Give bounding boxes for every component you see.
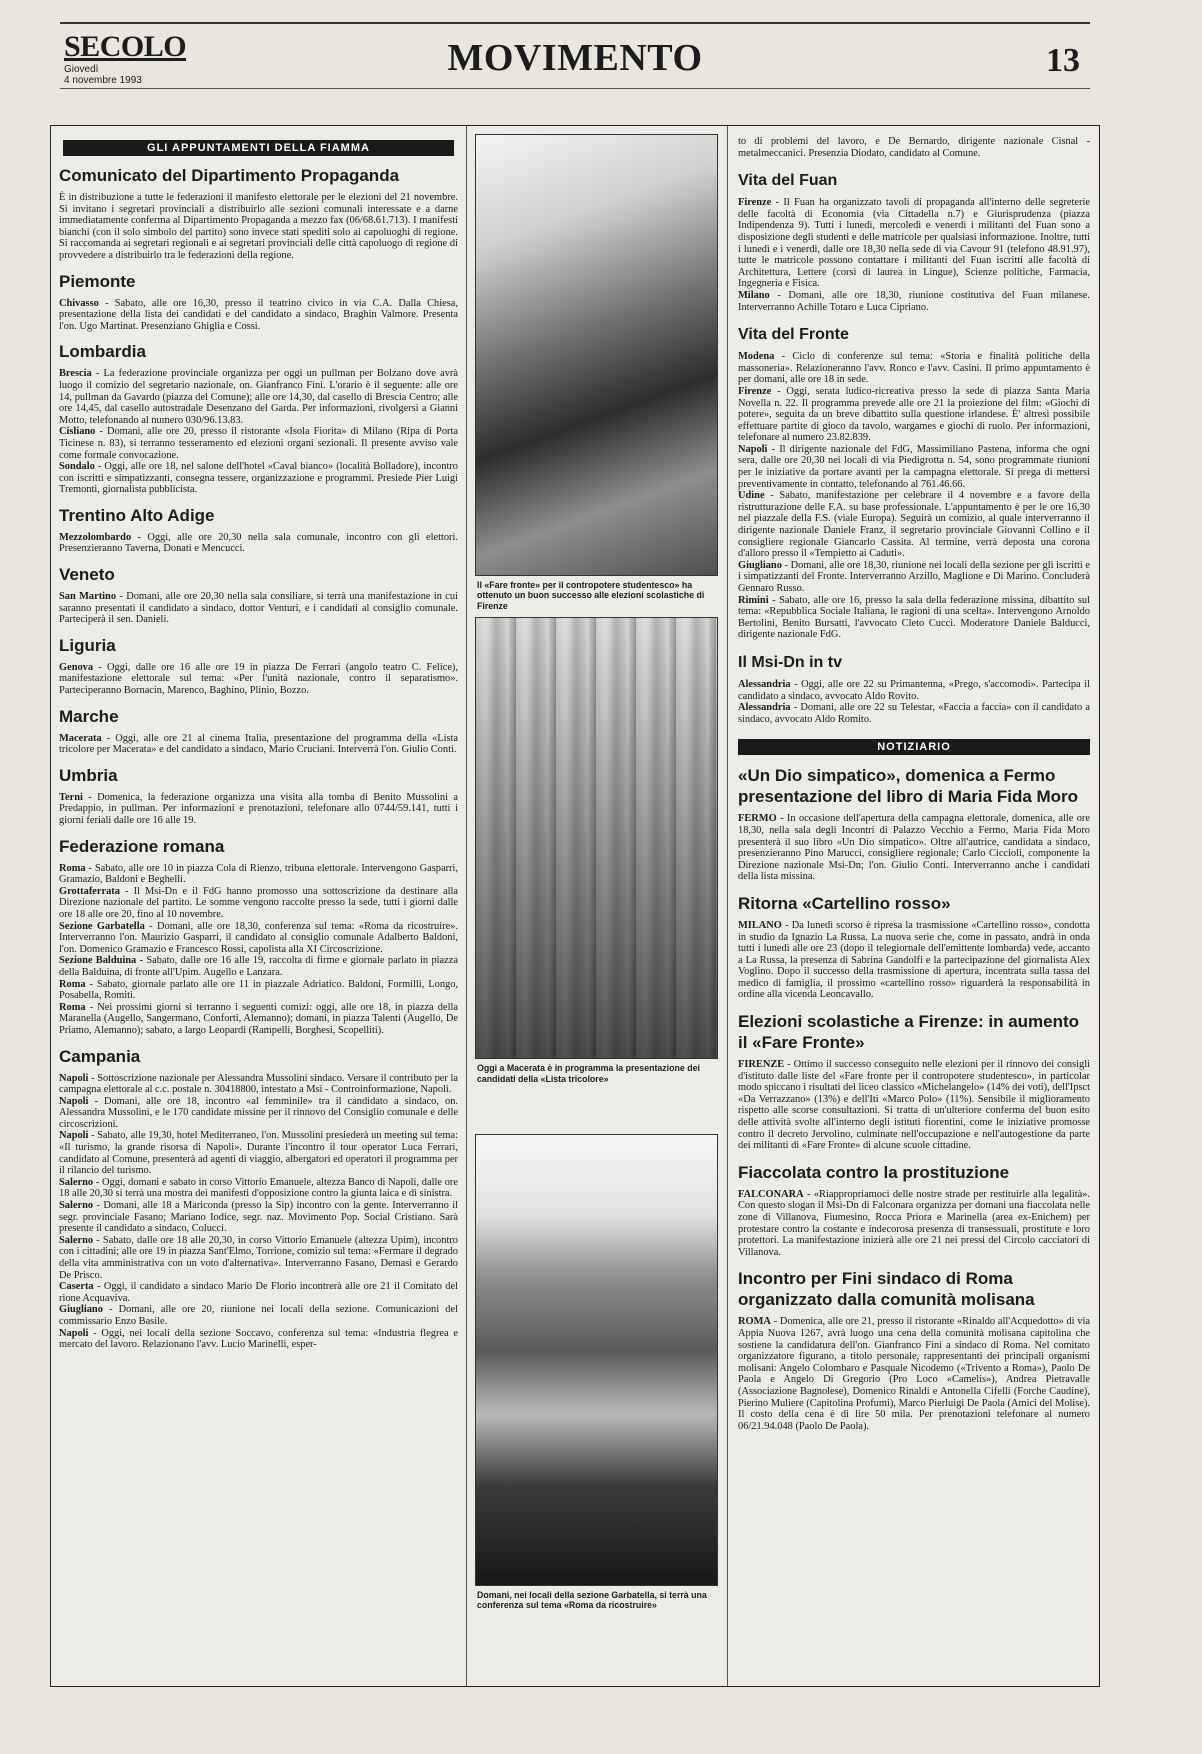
- entry-text: - Sabato, manifestazione per celebrare il 4 novembre e a favore della ristrutturazione delle F.A. su base professionale. L'appuntamento è per le ore 16,30 nel piazzale della F.S. (viale Europa). Seguirà un comizio, al quale interverranno il dirigente nazionale Daniele Franz, il segretario provinciale Giovanni Collino e il consigliere regionale Giancarlo Cassita. Al termine, verrà deposta una corona d'alloro presso il «Tempietto ai Caduti».: [738, 490, 1090, 560]
- heading-comunicato: Comunicato del Dipartimento Propaganda: [59, 166, 400, 185]
- entry-text: - Sabato, alle ore 10 in piazza Cola di Rienzo, tribuna elettorale. Intervengono Gasparri, Gramazio, Baldoni e Beghelli.: [59, 862, 458, 886]
- column-appointments: [51, 126, 467, 1686]
- masthead-rule: [60, 88, 1090, 89]
- column-photos: [469, 126, 724, 1686]
- article-title: «Un Dio simpatico», domenica a Fermo presentazione del libro di Maria Fida Moro: [738, 766, 1079, 807]
- entry-place: Roma: [59, 1001, 86, 1013]
- heading-liguria: Liguria: [59, 635, 116, 655]
- list-item: [738, 444, 1090, 490]
- masthead: [60, 22, 1090, 94]
- photo-ruined-building: [475, 1134, 718, 1586]
- entry-text: - Oggi, alle ore 21 al cinema Italia, presentazione del programma della «Lista tricolore per Macerata» e del candidato a sindaco, Mario Cruciani. Interverrà l'on. Giulio Conti.: [59, 732, 458, 756]
- heading-campania: Campania: [59, 1046, 141, 1066]
- heading-vita-fuan: Vita del Fuan: [738, 172, 838, 190]
- entry-place: Chivasso: [59, 297, 99, 309]
- list-item: [59, 461, 458, 496]
- article-title: Ritorna «Cartellino rosso»: [738, 893, 951, 913]
- heading-umbria: Umbria: [59, 765, 118, 785]
- entry-place: Napoli: [59, 1072, 89, 1084]
- entry-text: - Il Fuan ha organizzato tavoli di propaganda all'interno delle segreterie delle facoltà di Economia (via Cittadella n.7) e Giurisprudenza (piazza Indipendenza 9). Tutti i lunedì, mercoledì e venerdì i militanti del Fuan sono a disposizione degli studenti e delle matricole per qualsiasi informazione. Inoltre, tutti i lunedì e i venerdì, dalle ore 18,30 nella sede di via Cavour 91 (telefono 48.91.97), tutte le matricole possono contattare i militanti del Fuan iscritti alle facoltà di Architettura, Lettere (corsi di laurea in Lingue), Scienze politiche, Farmacia, Ingegneria e Fisica.: [738, 197, 1090, 290]
- entry-text: - Il Msi-Dn e il FdG hanno promosso una sottoscrizione da destinare alla Direzione nazionale del partito. Le somme vengono raccolte presso la sede, tutti i giorni dalle ore 18 alle ore 20, fino al 10 novembre.: [59, 885, 458, 920]
- entry-place: Sezione Balduina: [59, 955, 137, 967]
- list-item: [59, 886, 458, 921]
- list-item: [59, 1177, 458, 1200]
- entry-text: - Sabato, dalle ore 18 alle 20,30, in corso Vittorio Emanuele (altezza Upim), incontro con i cittadini; alle ore 19 in piazza Sant'Elmo, Torrione, comizio sul tema: «Fermare il degrado della vita amministrativa con un voto d'alternativa». Interverranno Fasano, Demasi e Gerardo De Prisco.: [59, 1234, 458, 1281]
- photo-building-interior: [475, 617, 718, 1059]
- entry-text: - Ciclo di conferenze sul tema: «Storia e finalità politiche della massoneria». Relazioneranno l'avv. Ronco e l'avv. Casini. Il primo appuntamento è per domani, alle ore 18 in sede.: [738, 351, 1090, 386]
- list-item: [59, 955, 458, 978]
- article-body: [738, 1059, 1090, 1152]
- entry-text: - Domenica, la federazione organizza una visita alla tomba di Benito Mussolini a Predappio, in pullman. Per informazioni e prenotazioni, telefonare allo 0744/59.141, tutti i giorni feriali dalle ore 16 alle 19.: [59, 791, 458, 826]
- entry-text: - Domani, alle ore 20, riunione nei locali della sezione. Comunicazioni del commissario Enzo Basile.: [59, 1304, 458, 1327]
- entry-place: Terni: [59, 791, 83, 803]
- entry-place: Salerno: [59, 1176, 94, 1188]
- entry-text: - Sottoscrizione nazionale per Alessandra Mussolini sindaco. Versare il contributo per la campagna elettorale al c.c. postale n. 30418800, intestato a Msi - Controinformazione, Napoli.: [59, 1072, 458, 1096]
- entry-text: - Sabato, dalle ore 16 alle 19, raccolta di firme e giornale parlato in piazza della Balduina, di fronte all'Upim. Augello e Lanzara.: [59, 955, 458, 978]
- list-item: [738, 702, 1090, 725]
- entry-place: Roma: [59, 862, 86, 874]
- entry-place: Napoli: [59, 1130, 89, 1142]
- entry-place: Giugliano: [738, 559, 782, 571]
- list-item: [59, 591, 458, 626]
- column-news: [727, 126, 1100, 1686]
- entry-place: Napoli: [59, 1327, 89, 1339]
- entry-place: Macerata: [59, 732, 102, 744]
- entry-place: Giugliano: [59, 1304, 103, 1316]
- entry-text: - Sabato, giornale parlato alle ore 11 in piazzale Adriatico. Baldoni, Formilli, Longo, Posabella, Romiti.: [59, 978, 458, 1002]
- entry-text: - Domani, alle ore 18,30, conferenza sul tema: «Roma da ricostruire». Interverranno l'on. Maurizio Gasparri, il candidato al consiglio comunale Adalberto Baldoni, l'on. Domenico Gramazio e Francesco Rossi, capolista alla XI Circoscrizione.: [59, 920, 458, 955]
- heading-msi-tv: Il Msi-Dn in tv: [738, 653, 842, 671]
- entry-text: - Il dirigente nazionale del FdG, Massimiliano Pastena, informa che ogni sera, dalle ore 20,30 nei locali di via Piedigrotta n. 54, sono programmate riunioni per le iniziative da portare avanti per la campagna elettorale. Si prega di mettersi preventivamente in contatto, telefonando al 761.46.66.: [738, 443, 1090, 490]
- list-item: [738, 490, 1090, 560]
- entry-place: Rimini: [738, 594, 769, 606]
- notiziario-banner: NOTIZIARIO: [738, 739, 1090, 755]
- list-item: [59, 1096, 458, 1131]
- list-item: [738, 595, 1090, 641]
- article-dateline: ROMA: [738, 1316, 771, 1328]
- article-dateline: FERMO: [738, 813, 777, 825]
- entry-text: - Sabato, alle ore 16, presso la sala della federazione missina, dibattito sul tema: «Repubblica Sociale Italiana, le ragioni di una scelta». Intervengono Arnoldo Bertolini, Benito Bursatti, l'avvocato Cleto Cucci. Moderatore Daniele Balducci, dirigente nazionale FdG.: [738, 594, 1090, 641]
- entry-text: - Domani, alle ore 22 su Telestar, «Faccia a faccia» con il candidato a sindaco, avvocato Aldo Romito.: [738, 702, 1090, 725]
- article-body: [738, 813, 1090, 883]
- list-item: [59, 792, 458, 827]
- entry-place: Alessandria: [738, 702, 791, 714]
- article-dateline: FIRENZE: [738, 1059, 785, 1071]
- heading-marche: Marche: [59, 706, 119, 726]
- entry-place: Grottaferrata: [59, 885, 120, 897]
- heading-federazione-romana: Federazione romana: [59, 836, 225, 856]
- entry-text: - Sabato, alle 19,30, hotel Mediterraneo, l'on. Mussolini presiederà un meeting sul tema: «Il turismo, la grande risorsa di Napoli». Durante l'incontro il tour operator Luca Ferrari, candidato al Comune, presenterà ad agenti di viaggio, albergatori ed operatori il programma per il rilancio del turismo.: [59, 1130, 458, 1177]
- list-item: [59, 921, 458, 956]
- article-body: [738, 1189, 1090, 1259]
- list-item: [59, 1130, 458, 1176]
- article-body: [738, 1316, 1090, 1432]
- entry-place: Alessandria: [738, 678, 791, 690]
- photo-caption: Domani, nei locali della sezione Garbatella, si terrà una conferenza sul tema «Roma da ricostruire»: [477, 1590, 707, 1611]
- entry-place: Udine: [738, 490, 765, 502]
- entry-text: - Oggi, alle ore 22 su Primantenna, «Prego, s'accomodi». Partecipa il candidato a sindaco, avvocato Aldo Rovito.: [738, 678, 1090, 702]
- list-item: [59, 733, 458, 756]
- list-item: [738, 290, 1090, 313]
- article-text: - In occasione dell'apertura della campagna elettorale, domenica, alle ore 18,30, nella sala degli Incontri di Palazzo Vecchio a Fermo, Maria Fida Moro presenterà il suo libro «Un Dio simpatico». Oltre all'autrice, candidata a sindaco, presenzieranno Pino Marucci, consigliere regionale; Carlo Ciccioli, componente la Direzione nazionale Msi-Dn; l'on. Giulio Conti. Interverranno anche i candidati della lista missina.: [738, 813, 1090, 883]
- article-dateline: MILANO: [738, 919, 782, 931]
- entry-place: Sezione Garbatella: [59, 920, 145, 932]
- list-item: [59, 1002, 458, 1037]
- entry-place: Salerno: [59, 1234, 94, 1246]
- heading-lombardia: Lombardia: [59, 342, 146, 362]
- list-item: [59, 532, 458, 555]
- photo-caption: Oggi a Macerata è in programma la presentazione dei candidati della «Lista tricolore»: [477, 1063, 700, 1084]
- article-body: [738, 920, 1090, 1001]
- list-item: [59, 1073, 458, 1096]
- photo-caption: Il «Fare fronte» per il contropotere studentesco» ha ottenuto un buon successo alle elezioni scolastiche di Firenze: [477, 580, 705, 611]
- entry-place: Napoli: [738, 443, 768, 455]
- issue-date: 4 novembre 1993: [64, 75, 142, 86]
- entry-place: Napoli: [59, 1095, 89, 1107]
- entry-place: Caserta: [59, 1281, 94, 1293]
- entry-place: Milano: [738, 289, 770, 301]
- heading-trentino: Trentino Alto Adige: [59, 505, 215, 525]
- heading-vita-fronte: Vita del Fronte: [738, 326, 849, 344]
- entry-text: - Oggi, alle ore 18, nel salone dell'hotel «Caval bianco» (località Bolladore), incontro con iscritti e simpatizzanti, consegna tessere, organizzazione e programmi. Presiede Pier Luigi Tremonti, giornalista pubblicista.: [59, 461, 458, 496]
- page-frame: [50, 125, 1100, 1687]
- entry-text: - Oggi, il candidato a sindaco Mario De Florio incontrerà alle ore 21 il Comitato del rione Acquaviva.: [59, 1281, 458, 1304]
- entry-text: - Domani, alle ore 18, incontro «al femminile» tra il candidato a sindaco, on. Alessandra Mussolini, e le 170 candidate missine per il rinnovo del Consiglio comunale e delle circoscrizioni.: [59, 1095, 458, 1130]
- newspaper-name: SECOLO: [64, 30, 187, 63]
- list-item: [59, 1235, 458, 1281]
- list-item: [59, 1304, 458, 1327]
- issue-day: Giovedì: [64, 64, 99, 75]
- entry-place: San Martino: [59, 591, 117, 603]
- entry-text: - Domani, alle 18 a Mariconda (presso la Sip) incontro con la gente. Interverranno il segr. provinciale Fasano; Mariano Iodice, segr. naz. Movimento Pop. Social Cristiano. Sarà presente il candidato a sindaco, Colucci.: [59, 1200, 458, 1235]
- list-item: [738, 679, 1090, 702]
- list-item: [59, 979, 458, 1002]
- list-item: [59, 1200, 458, 1235]
- entry-text: - Oggi, dalle ore 16 alle ore 19 in piazza De Ferrari (angolo teatro C. Felice), manifestazione elettorale sul tema: «Per l'unità nazionale, contro il separatismo». Parteciperanno Bornacin, Marenco, Baghino, Plinio, Bozzo.: [59, 661, 458, 697]
- entry-place: Firenze: [738, 197, 772, 209]
- list-item: [59, 662, 458, 697]
- entry-text: - Oggi, serata ludico-ricreativa presso la sede di piazza Santa Maria Novella n. 22. Il programma prevede alle ore 21 la proiezione del film: «Giochi di potere», seguita da un breve dibattito sulla questione irlandese. È' altresì possibile effettuare partite di gioco da tavolo, wargames e giochi di ruolo. Per informazioni, telefonare al numero 23.82.839.: [738, 385, 1090, 444]
- appointments-banner: GLI APPUNTAMENTI DELLA FIAMMA: [63, 140, 454, 156]
- article-text: - Domenica, alle ore 21, presso il ristorante «Rinaldo all'Acquedotto» di via Appia Nuova 1267, avrà luogo una cena della comunità molisana capitolina che sostiene la candidatura dell'on. Gianfranco Fini a sindaco di Roma. Nel comitato organizzatore figurano, a titolo personale, rappresentanti dei principali organismi molisani: Angelo Colombaro e Pasquale Nicodemo («Trivento a Roma»), Paolo De Paola e Angelo Di Gregorio (Pro Loco «Camelis»), Andrea Pietravalle (Associazione Bagnolese), Domenico Rinaldi e Antonella Cifelli (Forche Caudine), Pierino Muliere (Capitolina Profumi), Marco Pierluigi De Paola (Amici del Molise). Il costo della cena è di lire 50 mila. Per prenotazioni telefonare al numero 06/21.94.048 (Paolo De Paola).: [738, 1316, 1090, 1432]
- article-text: - Ottimo il successo conseguito nelle elezioni per il rinnovo dei consigli d'istituto dalle liste del «Fare fronte per il contropotere studentesco», in particolar modo spiccano i risultati del liceo classico «Michelangelo» (14% dei voti), dell'Ipsct «Da Verrazzano» (13%) e dell'Iti «Marco Polo» (11%). Sensibile il miglioramento rispetto alle scorse consultazioni. Si tratta di un'ulteriore conferma del buon esito delle attività svolte all'interno degli istituti fiorentini, come le iniziative promosse contro il decreto Jervolino, culminate nell'occupazione e nell'autogestione da parte dei militanti di «Fare Fronte» di alcune scuole cittadine.: [738, 1059, 1090, 1152]
- list-item: [738, 197, 1090, 290]
- entry-text: - Domani, alle ore 20, presso il ristorante «Isola Fiorita» di Milano (Ripa di Porta Ticinese n. 83), si terranno tesseramento ed elezioni organi sezionali. Il presente avviso vale come formale convocazione.: [59, 426, 458, 461]
- list-item: [738, 351, 1090, 386]
- entry-place: Genova: [59, 661, 94, 673]
- entry-place: Firenze: [738, 385, 772, 397]
- article-text: - «Riappropriamoci delle nostre strade per restituirle alla legalità». Con questo slogan il Msi-Dn di Falconara organizza per domani una fiaccolata nelle zone di Villanova, Fiumesino, Rocca Priora e Marinella (area ex-Enichem) per protestare contro la costante e indecorosa presenza di transessuali, prostitute e loro protettori. La manifestazione inizierà alle ore 21 nei pressi del Circolo cacciatori di Villanova.: [738, 1188, 1090, 1258]
- article-title: Elezioni scolastiche a Firenze: in aumento il «Fare Fronte»: [738, 1012, 1080, 1053]
- list-item: [738, 386, 1090, 444]
- entry-text: - La federazione provinciale organizza per oggi un pullman per Bolzano dove avrà luogo il comizio del segretario nazionale, on. Gianfranco Fini. L'orario è il seguente: alle ore 14, pullman da Gavardo (piazza del Comune); alle ore 14,30, dal casello di Brescia Centro; alle ore 14,45, dal casello autostradale Desenzano del Garda. Per informazioni, rivolgersi a Gianni Motto, telefonando al numero 030/96.13.83.: [59, 368, 458, 426]
- page-number: 13: [1046, 42, 1080, 79]
- entry-place: Brescia: [59, 368, 92, 380]
- list-item: [59, 1281, 458, 1304]
- continued-text: to di problemi del lavoro, e De Bernardo, dirigente nazionale Cisnal - metalmeccanici. Presenzia Diodato, candidato al Comune.: [738, 136, 1090, 159]
- article-title: Incontro per Fini sindaco di Roma organizzato dalla comunità molisana: [738, 1269, 1035, 1310]
- entry-text: - Nei prossimi giorni si terranno i seguenti comizi: oggi, alle ore 18, in piazza della Maranella (Augello, Sangermano, Conforti, Alemanno); domani, in piazza Talenti (Augello, De Priamo, Alemanno); sabato, a largo Leopardi (Rampelli, Borghesi, Scopelliti).: [59, 1001, 458, 1036]
- entry-text: - Oggi, alle ore 20,30 nella sala comunale, incontro con gli elettori. Presenzieranno Taverna, Donati e Mencucci.: [59, 531, 458, 555]
- article-dateline: FALCONARA: [738, 1188, 804, 1200]
- list-item: [59, 863, 458, 886]
- entry-text: - Domani, alle ore 18,30, riunione nei locali della sezione per gli iscritti e i simpatizzanti del Fronte. Interverranno Arzillo, Maglione e Di Marino. Concluderà Gennaro Russo.: [738, 559, 1090, 594]
- entry-text: - Oggi, domani e sabato in corso Vittorio Emanuele, altezza Banco di Napoli, dalle ore 18 alle 20,30 si terrà una mostra dei manifesti d'opposizione contro la giunta laica e di sinistra.: [59, 1176, 458, 1200]
- entry-text: - Domani, alle ore 18,30, riunione costitutiva del Fuan milanese. Interverranno Achille Totaro e Luca Cipriano.: [738, 289, 1090, 313]
- heading-piemonte: Piemonte: [59, 271, 136, 291]
- entry-place: Roma: [59, 978, 86, 990]
- article-title: Fiaccolata contro la prostituzione: [738, 1162, 1010, 1182]
- list-item: [59, 426, 458, 461]
- entry-text: - Sabato, alle ore 16,30, presso il teatrino civico in via C.A. Dalla Chiesa, presentazione della lista dei candidati e del candidato a sindaco, Braghin Valmore. Presenta l'on. Ugo Martinat. Presenziano Ghiglia e Cossi.: [59, 297, 458, 332]
- entry-place: Sondalo: [59, 461, 95, 473]
- list-item: [738, 560, 1090, 595]
- entry-text: - Domani, alle ore 20,30 nella sala consiliare, si terrà una manifestazione in cui saranno presentati il candidato a sindaco, dottor Venturi, e i candidati al consiglio comunale. Parteciperà il sen. Danieli.: [59, 591, 458, 626]
- entry-place: Mezzolombardo: [59, 531, 132, 543]
- comunicato-body: È in distribuzione a tutte le federazioni il manifesto elettorale per le elezioni del 21 novembre. Si invitano i segretari provinciali a distribuirlo alle sezioni comunali interessate e a darne immediatamente conferma al Dipartimento Propaganda a mezzo fax (06/68.61.713). I manifesti bianchi (con il solo simbolo del partito) sono invece stati spediti solo ai capoluoghi di regione. Si raccomanda ai segretari regionali e ai segretari provinciali delle città capoluogo di regione di provvedere a distribuirlo tra le federazioni della regione.: [59, 192, 458, 261]
- section-title: MOVIMENTO: [447, 37, 703, 79]
- entry-place: Cisliano: [59, 426, 96, 438]
- article-text: - Da lunedì scorso è ripresa la trasmissione «Cartellino rosso», condotta in studio da Ignazio La Russa. La nuova serie che, come in passato, andrà in onda tutti i lunedì alle ore 23 (dopo il telegiornale dell'emittente lombarda) vede, accanto a La Russa, la presenza di Sabrina Gandolfi e la partecipazione del giornalista Alex Voglino. Dopo il successo della trasmissione di apertura, incentrata sulla tassa del medico di famiglia, il prossimo «cartellino rosso» riguarderà la responsabilità in ordine alla vicenda Leoncavallo.: [738, 919, 1090, 1001]
- entry-place: Salerno: [59, 1200, 94, 1212]
- list-item: [59, 298, 458, 333]
- photo-students: [475, 134, 718, 576]
- entry-text: - Oggi, nei locali della sezione Soccavo, conferenza sul tema: «Industria flegrea e mercato del lavoro. Relazionano l'avv. Lucio Marinelli, esper-: [59, 1327, 458, 1351]
- heading-veneto: Veneto: [59, 565, 115, 585]
- list-item: [59, 368, 458, 426]
- entry-place: Modena: [738, 351, 775, 363]
- list-item: [59, 1328, 458, 1351]
